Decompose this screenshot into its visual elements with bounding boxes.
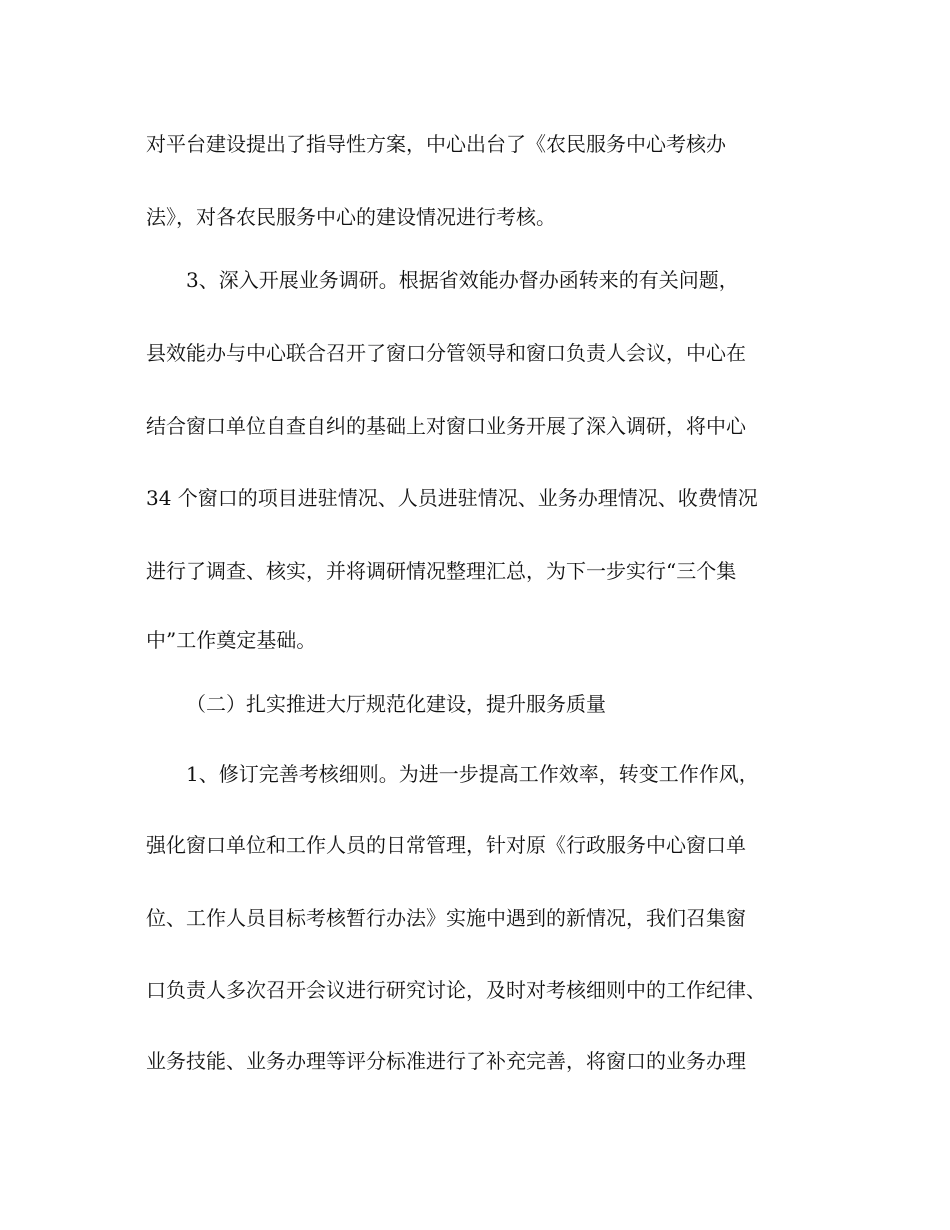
paragraph-start-3: 3、深入开展业务调研。根据省效能办督办函转来的有关问题， [186,268,739,292]
text-line-8: 中”工作奠定基础。 [146,628,317,652]
text-line-5: 结合窗口单位自查自纠的基础上对窗口业务开展了深入调研，将中心 [146,414,746,438]
paragraph-start-1: 1、修订完善考核细则。为进一步提高工作效率，转变工作作风， [186,762,759,786]
text-line-6: 34 个窗口的项目进驻情况、人员进驻情况、业务办理情况、收费情况 [146,486,758,510]
text-line-1: 对平台建设提出了指导性方案，中心出台了《农民服务中心考核办 [146,132,726,156]
text-line-13: 口负责人多次召开会议进行研究讨论，及时对考核细则中的工作纪律、 [146,978,766,1002]
text-line-7: 进行了调查、核实，并将调研情况整理汇总，为下一步实行“三个集 [146,559,737,583]
text-line-4: 县效能办与中心联合召开了窗口分管领导和窗口负责人会议，中心在 [146,341,746,365]
text-line-14: 业务技能、业务办理等评分标准进行了补充完善，将窗口的业务办理 [146,1049,746,1073]
section-heading-2: （二）扎实推进大厅规范化建设，提升服务质量 [186,692,606,716]
text-line-12: 位、工作人员目标考核暂行办法》实施中遇到的新情况，我们召集窗 [146,906,746,930]
text-line-11: 强化窗口单位和工作人员的日常管理，针对原《行政服务中心窗口单 [146,833,746,857]
text-line-2: 法》，对各农民服务中心的建设情况进行考核。 [146,205,556,229]
